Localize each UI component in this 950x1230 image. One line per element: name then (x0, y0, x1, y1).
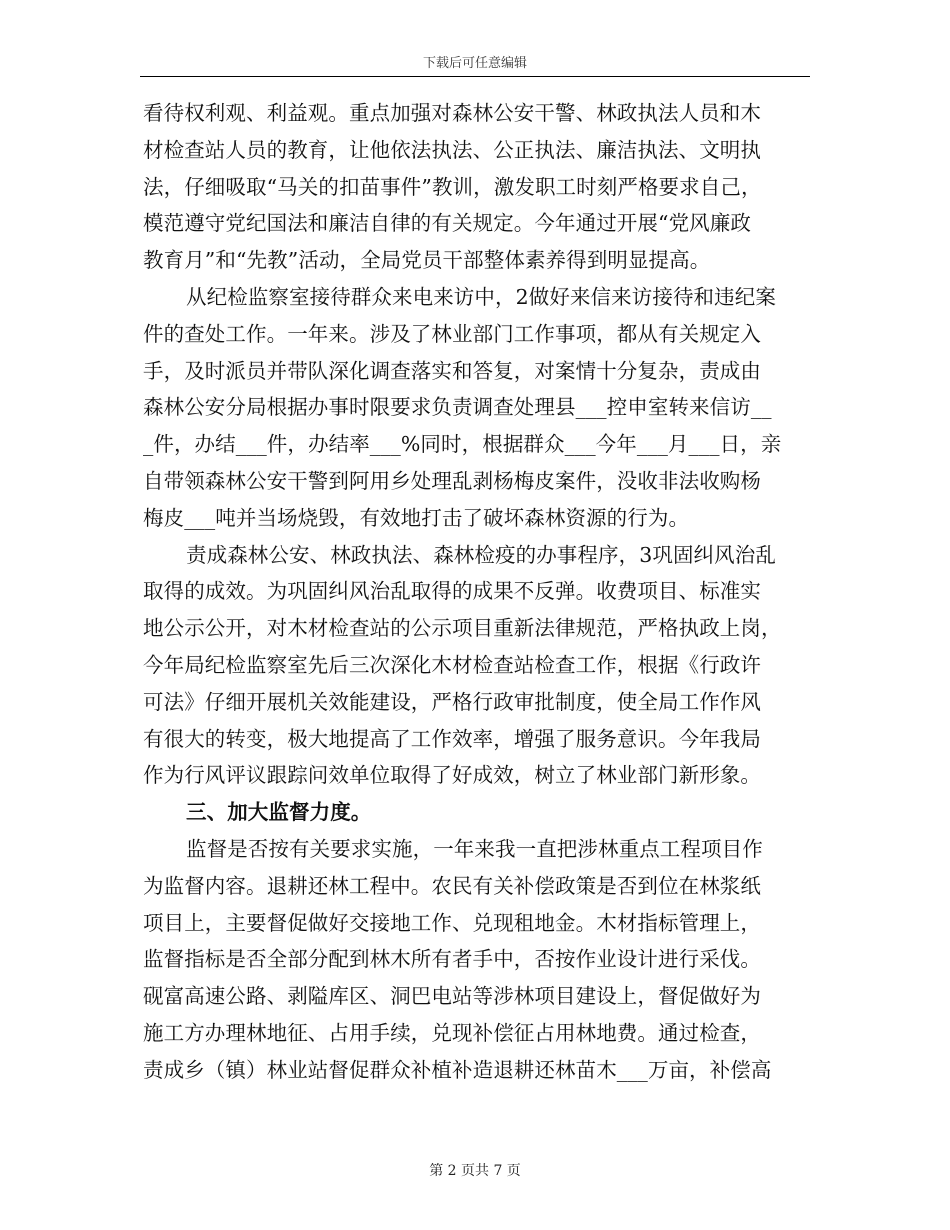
text-line: 为监督内容。退耕还林工程中。农民有关补偿政策是否到位在林浆纸 (143, 873, 761, 898)
text-line: 作为行风评议跟踪问效单位取得了好成效，树立了林业部门新形象。 (143, 763, 761, 788)
text-line: 地公示公开，对木材检查站的公示项目重新法律规范，严格执政上岗， (143, 616, 782, 641)
text-line: _件，办结___件，办结率___%同时，根据群众___今年___月___日，亲 (143, 432, 782, 457)
text-line: 项目上，主要督促做好交接地工作、兑现租地金。木材指标管理上， (143, 910, 761, 935)
text-line: 自带领森林公安干警到阿用乡处理乱剥杨梅皮案件，没收非法收购杨 (143, 468, 761, 493)
text-line: 件的查处工作。一年来。涉及了林业部门工作事项，都从有关规定入 (143, 321, 761, 346)
page-header: 下载后可任意编辑 (422, 56, 527, 71)
text-line: 砚富高速公路、剥隘库区、洞巴电站等涉林项目建设上，督促做好为 (143, 984, 761, 1009)
text-line: 看待权利观、利益观。重点加强对森林公安干警、林政执法人员和木 (143, 101, 761, 125)
text-line: 梅皮___吨并当场烧毁，有效地打击了破坏森林资源的行为。 (143, 505, 690, 530)
text-line: 有很大的转变，极大地提高了工作效率，增强了服务意识。今年我局 (143, 726, 761, 751)
text-line: 森林公安分局根据办事时限要求负责调查处理县___控申室转来信访__ (143, 395, 772, 420)
text-line: 责成乡（镇）林业站督促群众补植补造退耕还林苗木___万亩，补偿高 (143, 1057, 772, 1082)
text-line: 材检查站人员的教育，让他依法执法、公正执法、廉洁执法、文明执 (143, 137, 761, 162)
page-footer: 第 2 页共 7 页 (429, 1163, 521, 1179)
header-divider (140, 76, 810, 77)
text-line: 今年局纪检监察室先后三次深化木材检查站检查工作，根据《行政许 (143, 652, 761, 677)
text-line: 教育月”和“先教”活动，全局党员干部整体素养得到明显提高。 (143, 248, 711, 273)
text-line: 取得的成效。为巩固纠风治乱取得的成果不反弹。收费项目、标准实 (143, 579, 761, 604)
text-line: 监督是否按有关要求实施，一年来我一直把涉林重点工程项目作 (186, 836, 763, 861)
text-line: 监督指标是否全部分配到林木所有者手中，否按作业设计进行采伐。 (143, 947, 761, 972)
text-line: 手，及时派员并带队深化调查落实和答复，对案情十分复杂，责成由 (143, 358, 761, 383)
section-heading: 三、加大监督力度。 (186, 800, 372, 825)
document-body (143, 95, 813, 1089)
text-line: 施工方办理林地征、占用手续，兑现补偿征占用林地费。通过检查， (143, 1020, 761, 1045)
text-line: 可法》仔细开展机关效能建设，严格行政审批制度，使全局工作作风 (143, 689, 761, 714)
text-line: 从纪检监察室接待群众来电来访中，2做好来信来访接待和违纪案 (186, 284, 776, 309)
text-line: 法，仔细吸取“马关的扣苗事件”教训，激发职工时刻严格要求自己， (143, 174, 762, 199)
text-line: 模范遵守党纪国法和廉洁自律的有关规定。今年通过开展“党风廉政 (143, 211, 751, 236)
text-line: 责成森林公安、林政执法、森林检疫的办事程序，3巩固纠风治乱 (186, 542, 776, 567)
